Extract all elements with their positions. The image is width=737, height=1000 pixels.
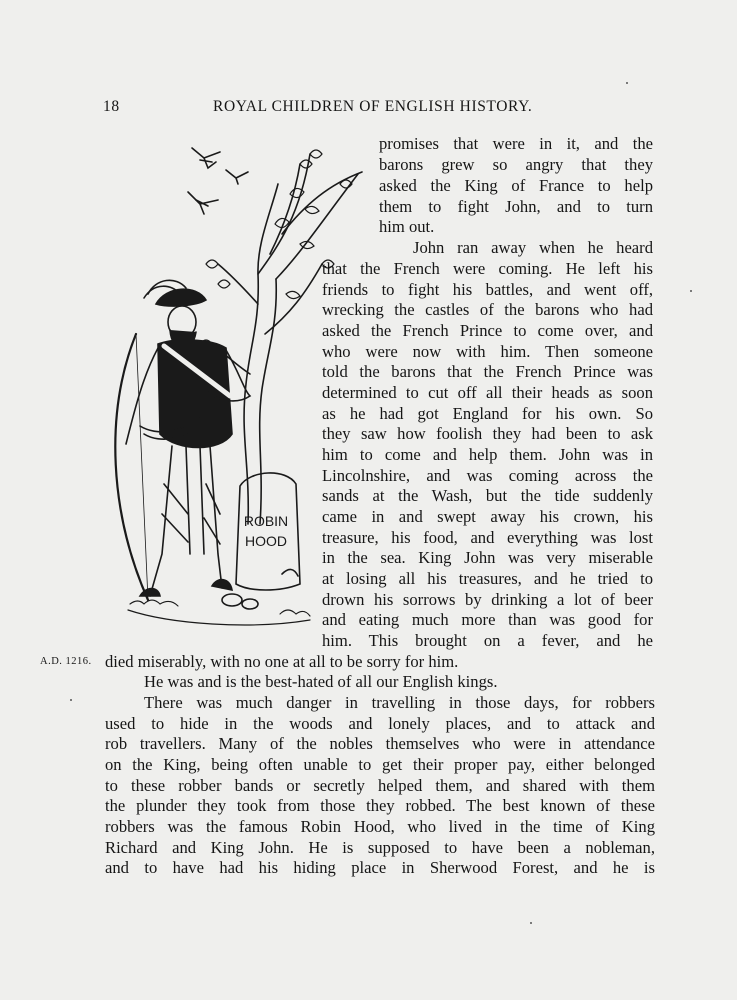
text-line: as he had got England for his own. So [322,404,653,423]
paper-speck [626,82,628,84]
text-line: drown his sorrows by drinking a lot of beer [322,590,653,609]
text-line: them to fight John, and to turn [379,197,653,216]
text-line: and eating much more than was good for [322,610,653,629]
text-line: that the French were coming. He left his [322,259,653,278]
text-line: robbers was the famous Robin Hood, who lived in the time of King [105,817,655,836]
text-line: came in and swept away his crown, his [322,507,653,526]
text-line: him to come and help them. John was in [322,445,653,464]
text-line: determined to cut off all their heads as soon [322,383,653,402]
text-line: asked the French Prince to come over, and [322,321,653,340]
paper-speck [690,290,692,292]
text-line: died miserably, with no one at all to be sorry for him. [105,652,459,671]
text-line: told the barons that the French Prince was [322,362,653,381]
page-number: 18 [103,98,120,115]
bird-icon [226,170,248,184]
text-line: rob travellers. Many of the nobles themselves who were in attendance [105,734,655,753]
text-line: at losing all his treasures, and he tried to [322,569,653,588]
paper-speck [530,922,532,924]
text-line: He was and is the best-hated of all our English kings. [144,672,498,691]
text-line: the plunder they took from those they robbed. The best known of these [105,796,655,815]
text-line: John ran away when he heard [413,238,653,257]
margin-date-note: A.D. 1216. [40,656,92,667]
text-line: friends to fight his battles, and went off, [322,280,653,299]
text-line: There was much danger in travelling in those days, for robbers [144,693,655,712]
text-line: Richard and King John. He is supposed to have been a nobleman, [105,838,655,857]
text-line: to these robber bands or secretly helped them, and shared with them [105,776,655,795]
text-line: they saw how foolish they had been to ask [322,424,653,443]
text-line: used to hide in the woods and lonely places, and to attack and [105,714,655,733]
text-line: asked the King of France to help [379,176,653,195]
text-line: who were now with him. Then someone [322,342,653,361]
running-title: ROYAL CHILDREN OF ENGLISH HISTORY. [213,98,533,115]
text-line: him. This brought on a fever, and he [322,631,653,650]
paper-speck [70,699,72,701]
text-line: on the King, being often unable to get their proper pay, either belonged [105,755,655,774]
text-line: treasure, his food, and everything was lost [322,528,653,547]
text-line: Lincolnshire, and was coming across the [322,466,653,485]
text-line: him out. [379,217,435,236]
text-line: and to have had his hiding place in Sherwood Forest, and he is [105,858,655,877]
bird-icon [188,192,218,214]
text-line: in the sea. King John was very miserable [322,548,653,567]
text-line: sands at the Wash, but the tide suddenly [322,486,653,505]
page-header [0,98,737,120]
text-line: wrecking the castles of the barons who had [322,300,653,319]
sign-text-hood: HOOD [245,533,287,549]
text-line: barons grew so angry that they [379,155,653,174]
bird-icon [192,148,220,168]
text-line: promises that were in it, and the [379,134,653,153]
sign-text-robin: ROBIN [243,513,289,529]
